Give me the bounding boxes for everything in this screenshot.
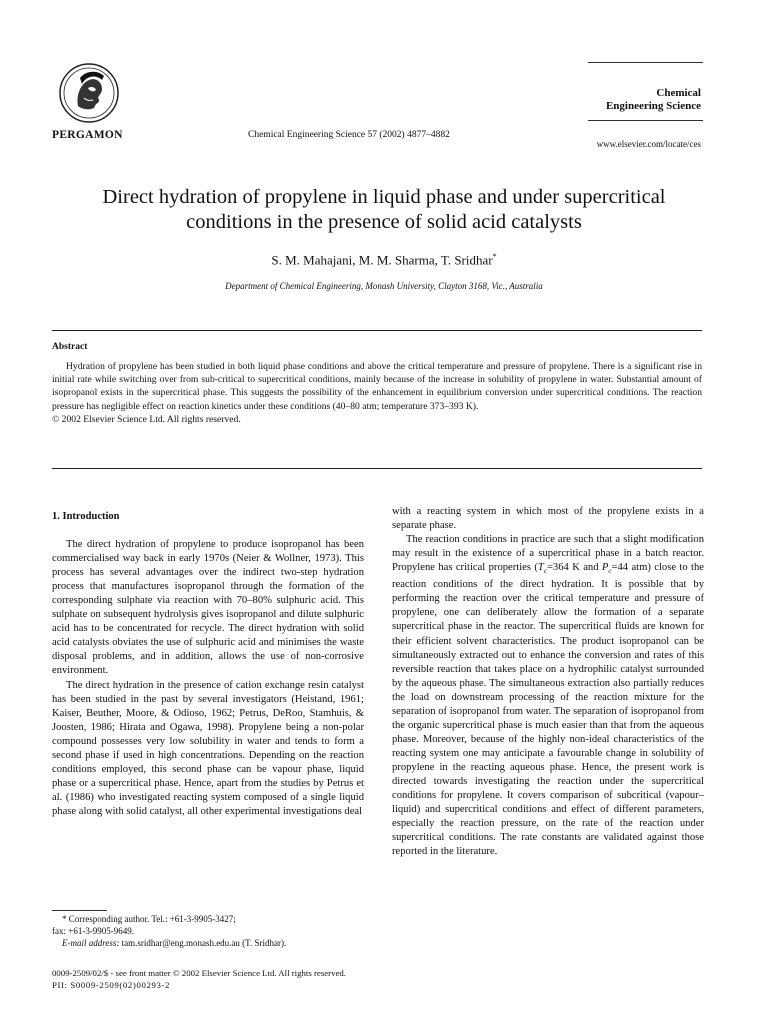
journal-title-line2: Engineering Science	[605, 100, 701, 112]
footnote-divider	[52, 910, 107, 911]
abstract-body	[52, 360, 702, 426]
intro-paragraph-3	[392, 533, 704, 859]
critical-temperature-subscript: c	[543, 567, 547, 576]
intro-paragraph-1: The direct hydration of propylene to produce isopropanol has been commercialised way back in early 1970s (Neier & Wollner, 1973). This process has several advantages over the indirect two-step hydration process that manufactures isopropanol through the formation of the corresponding sulphate via reaction with 70–80% sulphuric acid. This sulphate on subsequent hydrolysis gives isopropanol and dilute sulphuric acid has to be concentrated for recycle. The direct hydration with solid acid catalysts obviates the use of sulphuric acid and minimises the waste disposal problems, and in addition, allows the use of non-corrosive environment.	[52, 539, 364, 677]
title-line-2: conditions in the presence of solid acid catalysts	[186, 211, 582, 233]
front-matter-footer	[52, 967, 452, 991]
left-column	[52, 508, 364, 819]
critical-temperature-symbol: T	[537, 562, 544, 574]
intro-paragraph-2-continued: with a reacting system in which most of the propylene exists in a separate phase.	[392, 506, 704, 532]
critical-temperature-value: =364 K and	[546, 562, 602, 574]
footnote-line-2: fax: +61-3-9905-9649.	[52, 926, 135, 936]
paragraph-3-part-a: The reaction conditions in practice are such that a slight modification may result in the existence of a supercritical phase in a batch reactor. Propylene has critical properties (	[392, 534, 704, 574]
paragraph-3-part-b: ) close to the reaction conditions of the direct hydration. It is possible that by performing the reaction over the critical temperature and pressure of propylene, one can deliberately allow the formation of a separate supercritical phase in the reactor. The supercritical fluids are known for their efficient solvent characteristics. The product isopropanol can be simultaneously extracted out to enhance the conversion and rates of this reversible reaction that takes place on a hydrophilic catalyst surrounded by the aqueous phase. The simultaneous extraction also partially reduces the load on downstream processing of the reaction mixture for the separation of isopropanol from water. The separation of isopropanol from the organic supercritical phase is much easier than that from the aqueous phase. Moreover, because of the highly non-ideal characteristics of the reacting system one may anticipate a favourable change in solubility of propylene in the reacting aqueous phase. Hence, the present work is directed towards investigating the reaction under the supercritical conditions for propylene. It covers comparison of subcritical (vapour–liquid) and supercritical conditions and effect of different parameters, especially the reaction pressure, on the rate of the reaction under supercritical conditions. The rate constants are validated against those reported in the literature.	[392, 562, 704, 858]
pii-line: PII: S0009-2509(02)00293-2	[52, 980, 170, 990]
email-address: tam.sridhar@eng.monash.edu.au (T. Sridhar).	[119, 938, 287, 948]
abstract-copyright: © 2002 Elsevier Science Ltd. All rights reserved.	[52, 413, 241, 425]
issn-line: 0009-2509/02/$ - see front matter © 2002 Elsevier Science Ltd. All rights reserved.	[52, 968, 346, 978]
corresponding-author-mark: *	[492, 252, 497, 261]
abstract-heading: Abstract	[52, 342, 88, 352]
journal-citation: Chemical Engineering Science 57 (2002) 4877–4882	[248, 130, 450, 140]
footnote	[52, 913, 364, 949]
title-line-1: Direct hydration of propylene in liquid phase and under supercritical	[102, 186, 666, 208]
critical-pressure-symbol: P	[601, 562, 609, 574]
abstract-text: Hydration of propylene has been studied in both liquid phase conditions and above the critical temperature and pressure of propylene. There is a significant rise in initial rate while switching over from sub-critical to supercritical conditions, mainly because of the increase in solubility of propylene in water. Substantial amount of isopropanol exists in the supercritical phase. This suggests the possibility of the enhancement in equilibrium conversion under supercritical conditions. The reaction pressure has negligible effect on reaction kinetics under these conditions (40–80 atm; temperature 373–393 K).	[52, 361, 702, 412]
right-column	[392, 505, 704, 859]
pergamon-logo-icon	[58, 62, 120, 124]
abstract-bottom-divider	[52, 468, 702, 469]
publisher-name: PERGAMON	[52, 129, 123, 141]
journal-title-box	[588, 62, 703, 121]
critical-pressure-subscript: c	[608, 567, 612, 576]
author-list	[40, 252, 728, 268]
intro-paragraph-2: The direct hydration in the presence of cation exchange resin catalyst has been studied in the past by several investigators (Heistand, 1961; Kaiser, Beuther, Moore, & Odioso, 1962; Petrus, DeRoo, Stamhuis, & Joosten, 1986; Hirata and Ogawa, 1998). Propylene being a non-polar compound possesses very low solubility in water and tends to form a second phase if used in high concentrations. Depending on the reaction conditions employed, this second phase can be vapour phase, liquid phase or a supercritical phase. Hence, apart from the studies by Petrus et al. (1986) who investigated reacting system composed of a single liquid phase along with solid catalyst, all other experimental investigations deal	[52, 679, 364, 817]
article-title	[40, 185, 728, 235]
footnote-email-line	[52, 937, 364, 949]
journal-url-link[interactable]: www.elsevier.com/locate/ces	[596, 139, 701, 149]
affiliation: Department of Chemical Engineering, Monash University, Clayton 3168, Vic., Australia	[225, 281, 543, 291]
journal-title-line1: Chemical	[656, 87, 701, 99]
journal-title	[581, 87, 701, 113]
authors-text: S. M. Mahajani, M. M. Sharma, T. Sridhar	[271, 252, 493, 268]
critical-pressure-value: =44 atm	[611, 562, 648, 574]
email-label: E-mail address:	[62, 938, 120, 948]
abstract-top-divider	[52, 330, 702, 331]
section-heading-introduction: 1. Introduction	[52, 511, 120, 522]
footnote-line-1: * Corresponding author. Tel.: +61-3-9905-3427;	[62, 914, 236, 924]
